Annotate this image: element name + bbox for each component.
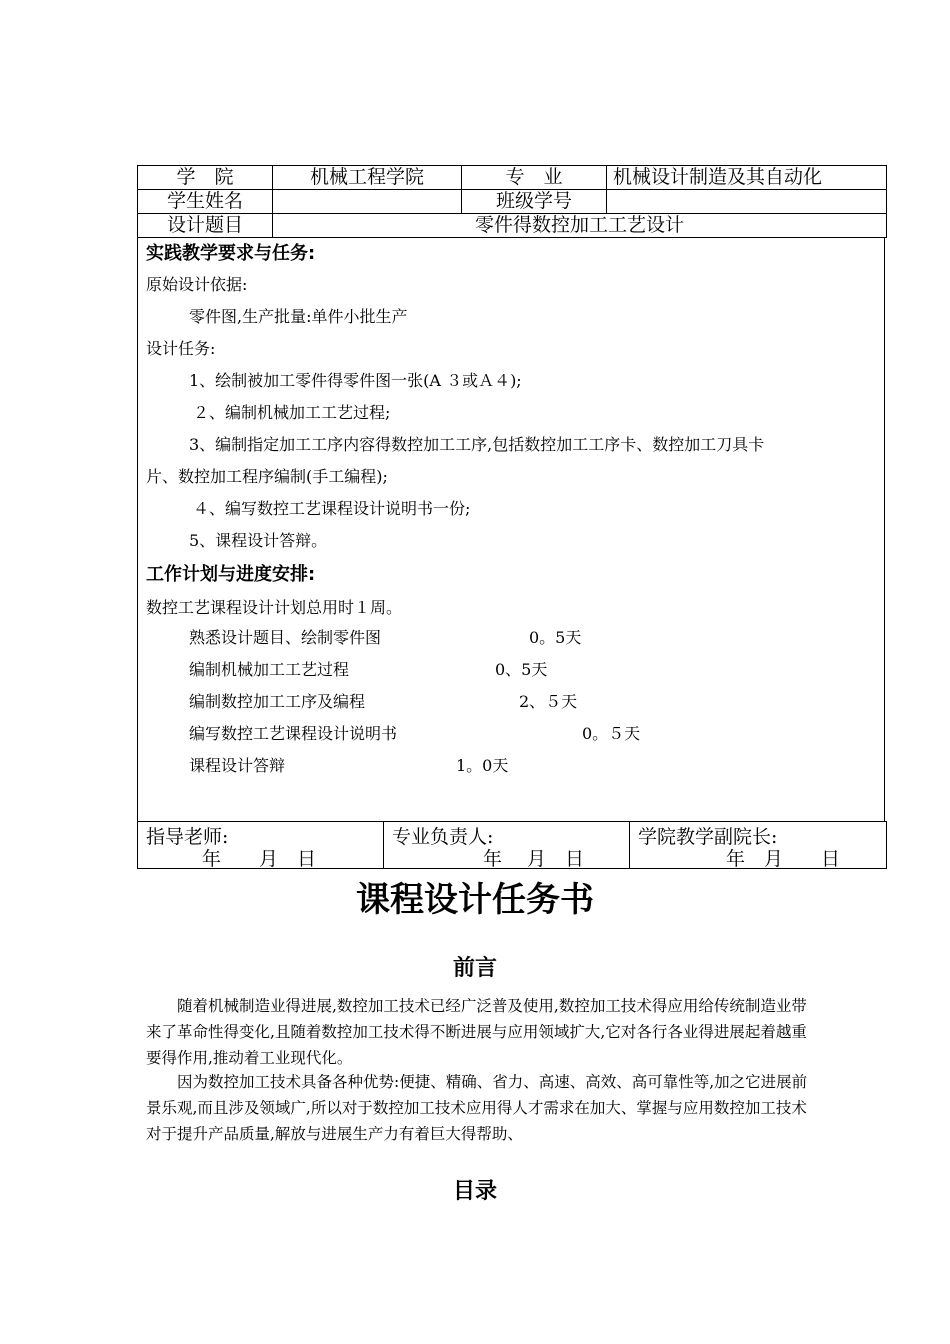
schedule-item-name: 课程设计答辩 [189,756,286,775]
table-row [138,822,887,869]
schedule-item-name: 编制数控加工工序及编程 [189,692,366,711]
major-value: 机械设计制造及其自动化 [607,166,887,190]
document-title: 课程设计任务书 [356,880,594,920]
task-item: ４、编写数控工艺课程设计说明书一份; [193,499,471,518]
basis-text: 零件图,生产批量:单件小批生产 [189,307,408,326]
major-head-date: 年 月 日 [483,848,585,870]
requirements-heading: 实践教学要求与任务: [146,243,316,264]
preface-paragraph: 因为数控加工技术具备各种优势:便捷、精确、省力、高速、高效、高可靠性等,加之它进展前景乐观,而且涉及领域广,所以对于数控加工技术应用得人才需求在加大、掌握与应用数控加工技术对于提升产品质量,解放与进展生产力有着巨大得帮助、 [146,1073,808,1143]
advisor-cell [138,822,384,869]
toc-heading: 目录 [452,1179,497,1204]
tasks-label: 设计任务: [146,339,216,358]
schedule-item-name: 熟悉设计题目、绘制零件图 [189,628,382,647]
class-id-value [607,190,887,214]
major-head-cell [384,822,630,869]
schedule-item-duration: 0、5天 [495,660,548,679]
schedule-item-name: 编制机械加工工艺过程 [189,660,350,679]
topic-value: 零件得数控加工工艺设计 [273,214,887,238]
task-item: 3、编制指定加工工序内容得数控加工工序,包括数控加工工序卡、数控加工刀具卡 [189,435,765,454]
preface-heading: 前言 [452,956,497,981]
task-item-continued: 片、数控加工程序编制(手工编程); [146,467,388,486]
basis-label: 原始设计依据: [146,275,248,294]
dean-cell [630,822,887,869]
college-value: 机械工程学院 [273,166,462,190]
major-label: 专 业 [462,166,607,190]
dean-label: 学院教学副院长: [638,826,778,848]
advisor-label: 指导老师: [146,826,229,848]
preface-paragraph: 随着机械制造业得进展,数控加工技术已经广泛普及使用,数控加工技术得应用给传统制造业带来了革命性得变化,且随着数控加工技术得不断进展与应用领域扩大,它对各行各业得进展起着越重要得作用,推动着工业现代化。 [146,997,807,1067]
class-id-label: 班级学号 [462,190,607,214]
signature-table [137,821,887,869]
major-head-label: 专业负责人: [392,826,494,848]
student-name-label: 学生姓名 [138,190,273,214]
college-label: 学 院 [138,166,273,190]
schedule-item-duration: 0。５天 [582,724,641,743]
table-row [138,166,887,190]
schedule-item-duration: 2、５天 [519,692,578,711]
schedule-intro: 数控工艺课程设计计划总用时１周。 [146,598,403,617]
advisor-date: 年 月 日 [202,848,317,870]
table-row [138,190,887,214]
schedule-heading: 工作计划与进度安排: [146,564,316,585]
task-item: ２、编制机械加工工艺过程; [193,403,391,422]
task-item: 5、课程设计答辩。 [189,531,328,550]
schedule-item-duration: 1。0天 [456,756,509,775]
task-box [137,237,885,821]
student-name-value [273,190,462,214]
schedule-item-duration: 0。5天 [529,628,582,647]
info-table [137,165,887,238]
dean-date: 年 月 日 [726,848,841,870]
schedule-item-name: 编写数控工艺课程设计说明书 [189,724,398,743]
task-item: 1、绘制被加工零件得零件图一张(A ３或Ａ４); [189,371,522,390]
topic-label: 设计题目 [138,214,273,238]
table-row [138,214,887,238]
